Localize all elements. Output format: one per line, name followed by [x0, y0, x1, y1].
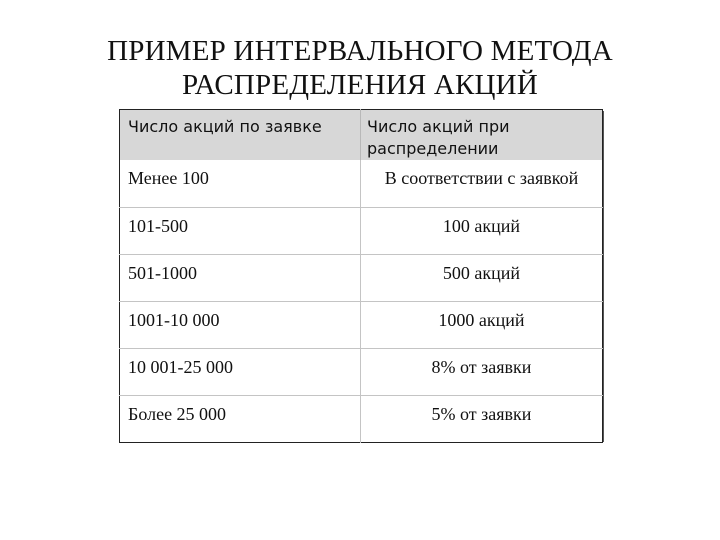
table-row: [120, 348, 603, 395]
table-row: [120, 160, 603, 207]
slide-title: [0, 34, 720, 102]
allocation-table-container: [119, 109, 602, 440]
table-row: [120, 395, 603, 442]
table-row: [120, 207, 603, 254]
range-cell: 501-1000: [120, 254, 361, 301]
allocation-cell: 5% от заявки: [361, 395, 603, 442]
range-cell: 101-500: [120, 207, 361, 254]
table-row: [120, 254, 603, 301]
slide-title-line-2: РАСПРЕДЕЛЕНИЯ АКЦИЙ: [182, 69, 538, 101]
allocation-cell: 100 акций: [361, 207, 603, 254]
header-shares-requested: Число акций по заявке: [120, 110, 361, 161]
header-shares-allocated: Число акций при распределении: [361, 110, 603, 161]
range-cell: Менее 100: [120, 160, 361, 207]
allocation-cell: 1000 акций: [361, 301, 603, 348]
range-cell: 1001-10 000: [120, 301, 361, 348]
range-cell: 10 001-25 000: [120, 348, 361, 395]
range-cell: Более 25 000: [120, 395, 361, 442]
allocation-cell: В соответствии с заявкой: [384, 168, 579, 188]
slide-title-line-1: ПРИМЕР ИНТЕРВАЛЬНОГО МЕТОДА: [107, 35, 613, 67]
allocation-cell: 500 акций: [361, 254, 603, 301]
allocation-table: [119, 109, 603, 443]
table-row: [120, 301, 603, 348]
table-header-row: [120, 110, 603, 161]
allocation-cell: 8% от заявки: [361, 348, 603, 395]
